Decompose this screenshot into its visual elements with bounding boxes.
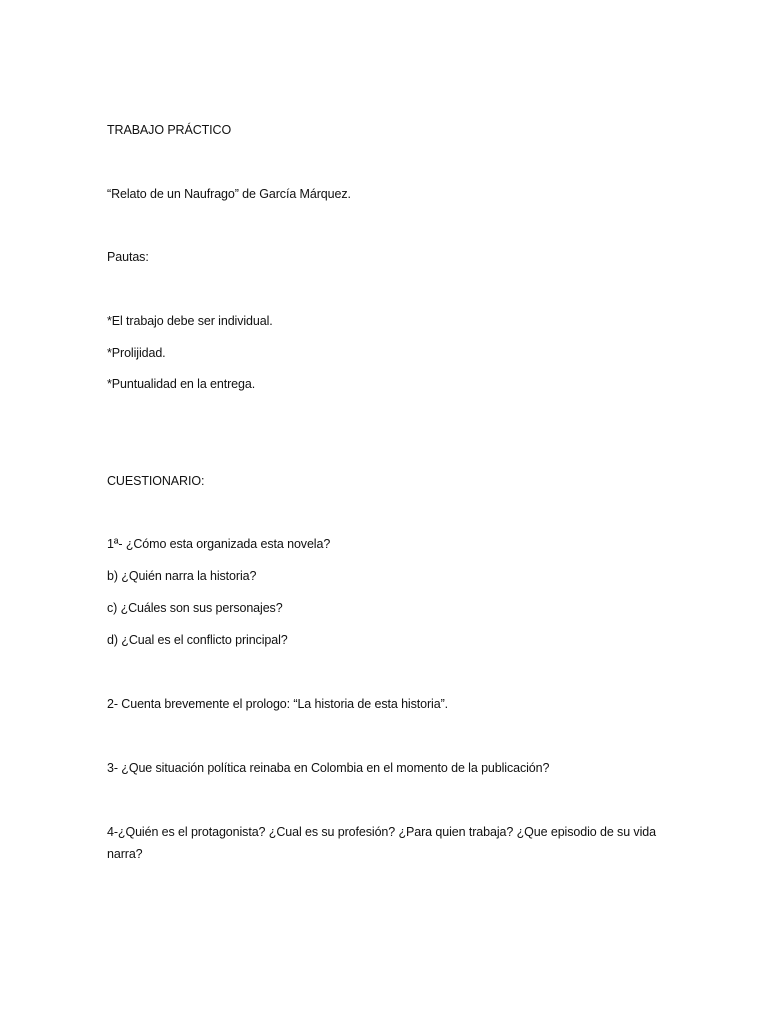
document-title: TRABAJO PRÁCTICO bbox=[107, 123, 232, 137]
pauta-item: *El trabajo debe ser individual. bbox=[107, 314, 273, 328]
pautas-heading: Pautas: bbox=[107, 250, 149, 264]
pauta-item: *Puntualidad en la entrega. bbox=[107, 377, 256, 391]
document-subtitle: “Relato de un Naufrago” de García Márquez. bbox=[107, 187, 351, 201]
question-item: 3- ¿Que situación política reinaba en Colombia en el momento de la publicación? bbox=[107, 761, 550, 775]
question-item: c) ¿Cuáles son sus personajes? bbox=[107, 601, 283, 615]
question-item: b) ¿Quién narra la historia? bbox=[107, 569, 257, 583]
question-item: 4-¿Quién es el protagonista? ¿Cual es su profesión? ¿Para quien trabaja? ¿Que episodio de su vida narra? bbox=[107, 825, 656, 861]
cuestionario-heading: CUESTIONARIO: bbox=[107, 474, 205, 488]
pauta-item: *Prolijidad. bbox=[107, 346, 166, 360]
question-item: 2- Cuenta brevemente el prologo: “La historia de esta historia”. bbox=[107, 697, 449, 711]
question-item: 1ª- ¿Cómo esta organizada esta novela? bbox=[107, 537, 331, 551]
question-item: d) ¿Cual es el conflicto principal? bbox=[107, 633, 288, 647]
